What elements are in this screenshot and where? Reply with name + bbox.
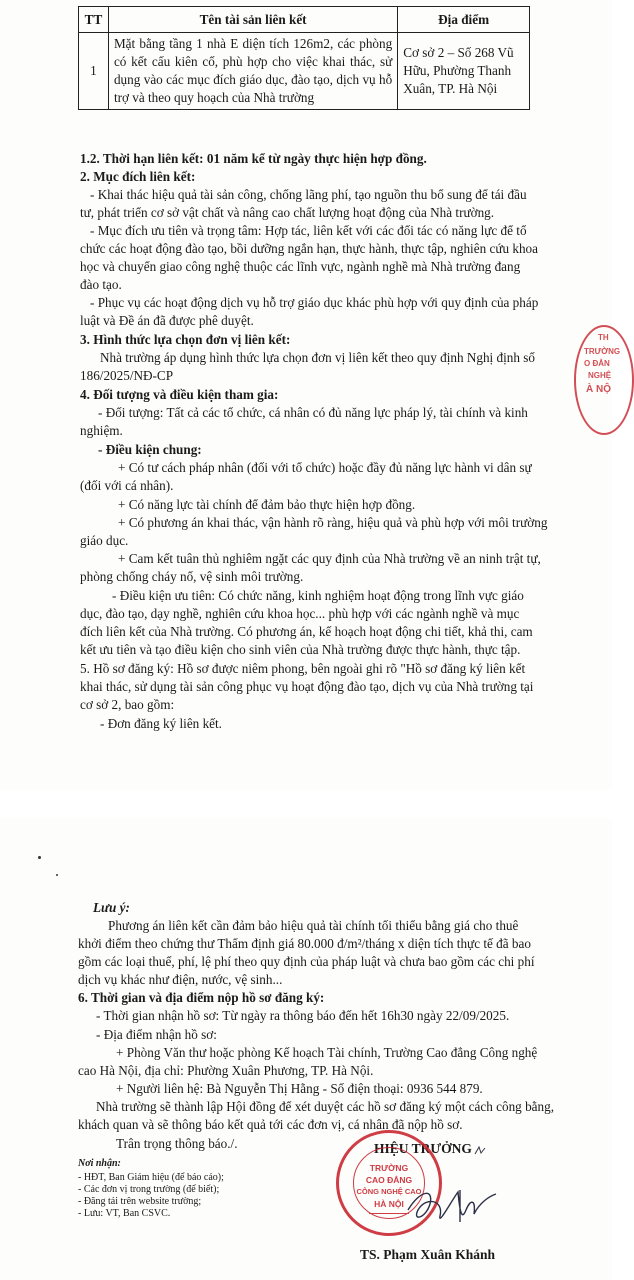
paragraph-line: cao Hà Nội, địa chỉ: Phường Xuân Phương, TP. Hà Nội. <box>78 1063 374 1078</box>
asset-description: Mặt bằng tầng 1 nhà E diện tích 126m2, các phòng có kết cấu kiên cố, phù hợp cho việc khai thác, sử dụng vào các mục đích giáo dục, đào tạo, dịch vụ hỗ trợ và theo quy hoạch của Nhà trường <box>108 33 397 110</box>
handwritten-signature <box>400 1170 510 1240</box>
paragraph-line: - Đơn đăng ký liên kết. <box>100 716 222 731</box>
paragraph-line: phòng chống cháy nổ, vệ sinh môi trường. <box>80 569 304 584</box>
paragraph-line: học và chuyển giao công nghệ thuộc các lĩnh vực, ngành nghề mà Nhà trường đang <box>80 259 521 274</box>
paragraph-line: khai thác, sử dụng tài sản công phục vụ hoạt động đào tạo, dịch vụ của Nhà trường tại <box>80 679 534 694</box>
stamp-text: HÀ NỘI <box>374 1199 404 1209</box>
paragraph-line: - Khai thác hiệu quả tài sản công, chống lãng phí, tạo nguồn thu bổ sung để tái đầu <box>90 187 527 202</box>
paragraph-line: đích liên kết của Nhà trường. Có phương án, kế hoạch hoạt động chi tiết, khả thi, cam <box>80 624 533 639</box>
paragraph-line: nghiệm. <box>80 423 123 438</box>
section-duration: 1.2. Thời hạn liên kết: 01 năm kể từ ngày thực hiện hợp đồng. <box>80 151 427 166</box>
paragraph-line: Nhà trường áp dụng hình thức lựa chọn đơn vị liên kết theo quy định Nghị định số <box>100 350 535 365</box>
column-header-place: Địa điểm <box>398 7 530 33</box>
paragraph-line: - Đối tượng: Tất cả các tổ chức, cá nhân có đủ năng lực pháp lý, tài chính và kinh <box>98 405 528 420</box>
paragraph-line: kết ưu tiên và tạo điều kiện cho sinh viên của Nhà trường được thực hành, thực tập. <box>80 642 521 657</box>
paragraph-line: gồm các loại thuế, phí, lệ phí theo quy định của pháp luật và chưa bao gồm các chi phí <box>78 954 535 969</box>
paragraph-line: đào tạo. <box>80 277 122 292</box>
section-heading-purpose: 2. Mục đích liên kết: <box>80 169 196 184</box>
paragraph-line: Phương án liên kết cần đảm bảo hiệu quả tài chính tối thiểu bằng giá cho thuê <box>108 918 519 933</box>
paragraph-line: tư, phát triển cơ sở vật chất và nâng cao chất lượng hoạt động của Nhà trường. <box>80 205 495 220</box>
paragraph-line: + Phòng Văn thư hoặc phòng Kế hoạch Tài chính, Trường Cao đẳng Công nghệ <box>116 1045 538 1060</box>
table-row <box>79 33 530 110</box>
paragraph-line: - Mục đích ưu tiên và trọng tâm: Hợp tác, liên kết với các đối tác có năng lực để tổ <box>90 223 527 238</box>
paragraph-line: - Thời gian nhận hồ sơ: Từ ngày ra thông báo đến hết 16h30 ngày 22/09/2025. <box>96 1008 510 1023</box>
assets-table <box>78 6 530 110</box>
signer-name: TS. Phạm Xuân Khánh <box>360 1247 496 1262</box>
paragraph-line: + Có tư cách pháp nhân (đối với tổ chức) hoặc đầy đủ năng lực hành vi dân sự <box>118 460 532 475</box>
closing-line: Trân trọng thông báo./. <box>116 1136 238 1151</box>
edge-stamp-text: O ĐẲN <box>584 359 610 368</box>
edge-stamp-text: TH <box>598 333 609 342</box>
edge-stamp-text: NGHỆ <box>588 371 612 380</box>
paragraph-line: - Địa điểm nhận hồ sơ: <box>96 1027 217 1042</box>
partial-school-stamp <box>574 325 634 435</box>
paragraph-line: + Cam kết tuân thủ nghiêm ngặt các quy định của Nhà trường về an ninh trật tự, <box>118 551 541 566</box>
recipients-title: Nơi nhận: <box>78 1158 121 1169</box>
recipient-item: - HĐT, Ban Giám hiệu (để báo cáo); <box>78 1172 224 1183</box>
paragraph-line: + Người liên hệ: Bà Nguyễn Thị Hằng - Số điện thoại: 0936 544 879. <box>116 1081 483 1096</box>
signature-mark <box>474 1146 486 1156</box>
section-heading-eligibility: 4. Đối tượng và điều kiện tham gia: <box>80 387 279 402</box>
edge-stamp-text: TRƯỜNG <box>584 347 621 356</box>
table-header-row <box>79 7 530 33</box>
column-header-asset: Tên tài sản liên kết <box>108 7 397 33</box>
paragraph-line: 186/2025/NĐ-CP <box>80 368 174 383</box>
column-header-tt: TT <box>79 7 109 33</box>
paragraph-line: Nhà trường sẽ thành lập Hội đồng để xét duyệt các hồ sơ đăng ký một cách công bằng, <box>96 1099 554 1114</box>
subheading-general-conditions: - Điều kiện chung: <box>98 442 202 457</box>
stamp-text: CAO ĐẲNG <box>365 1175 413 1185</box>
stamp-text: TRƯỜNG <box>369 1163 409 1173</box>
speck <box>56 874 58 876</box>
paragraph-line: (đối với cá nhân). <box>80 478 174 493</box>
paragraph-line: + Có năng lực tài chính để đảm bảo thực hiện hợp đồng. <box>118 497 416 512</box>
recipient-item: - Lưu: VT, Ban CSVC. <box>78 1208 171 1219</box>
paragraph-line: dục, đào tạo, dạy nghề, nghiên cứu khoa học... phù hợp với các ngành nghề và mục <box>80 606 520 621</box>
paragraph-line: luật và Đề án đã được phê duyệt. <box>80 313 254 328</box>
paragraph-line: khách quan và sẽ thông báo kết quả tới các đơn vị, cá nhân đã nộp hồ sơ. <box>78 1117 463 1132</box>
signer-title: HIỆU TRƯỞNG <box>374 1141 472 1156</box>
note-heading: Lưu ý: <box>93 900 130 915</box>
paragraph-line: - Phục vụ các hoạt động dịch vụ hỗ trợ giáo dục khác phù hợp với quy định của pháp <box>90 295 539 310</box>
section-heading-dossier: 5. Hồ sơ đăng ký: Hồ sơ được niêm phong, bên ngoài ghi rõ "Hồ sơ đăng ký liên kết <box>80 661 526 676</box>
paragraph-line: chức các hoạt động đào tạo, bồi dưỡng ngắn hạn, thực hành, thực tập, nghiên cứu khoa <box>80 241 538 256</box>
stamp-text: CÔNG NGHỆ CAO <box>356 1187 422 1196</box>
edge-stamp-text: À NỘ <box>586 384 611 395</box>
section-heading-selection: 3. Hình thức lựa chọn đơn vị liên kết: <box>80 332 291 347</box>
page-separator <box>0 790 612 818</box>
paragraph-line: dịch vụ khác như điện, nước, vệ sinh... <box>78 972 283 987</box>
paragraph-line: + Có phương án khai thác, vận hành rõ ràng, hiệu quả và phù hợp với môi trường <box>118 515 548 530</box>
speck <box>38 856 41 859</box>
recipient-item: - Các đơn vị trong trường (để biết); <box>78 1184 220 1195</box>
paragraph-line: giáo dục. <box>80 533 129 548</box>
paragraph-line: cơ sở 2, bao gồm: <box>80 697 175 712</box>
asset-location: Cơ sở 2 – Số 268 Vũ Hữu, Phường Thanh Xuân, TP. Hà Nội <box>398 33 530 110</box>
section-heading-submission: 6. Thời gian và địa điểm nộp hồ sơ đăng ký: <box>78 990 325 1005</box>
paragraph-line: - Điều kiện ưu tiên: Có chức năng, kinh nghiệm hoạt động trong lĩnh vực giáo <box>112 588 524 603</box>
recipient-item: - Đăng tải trên website trường; <box>78 1196 202 1207</box>
row-number: 1 <box>79 33 109 110</box>
paragraph-line: khởi điểm theo chứng thư Thẩm định giá 80.000 đ/m²/tháng x diện tích thực tế đã bao <box>78 936 531 951</box>
